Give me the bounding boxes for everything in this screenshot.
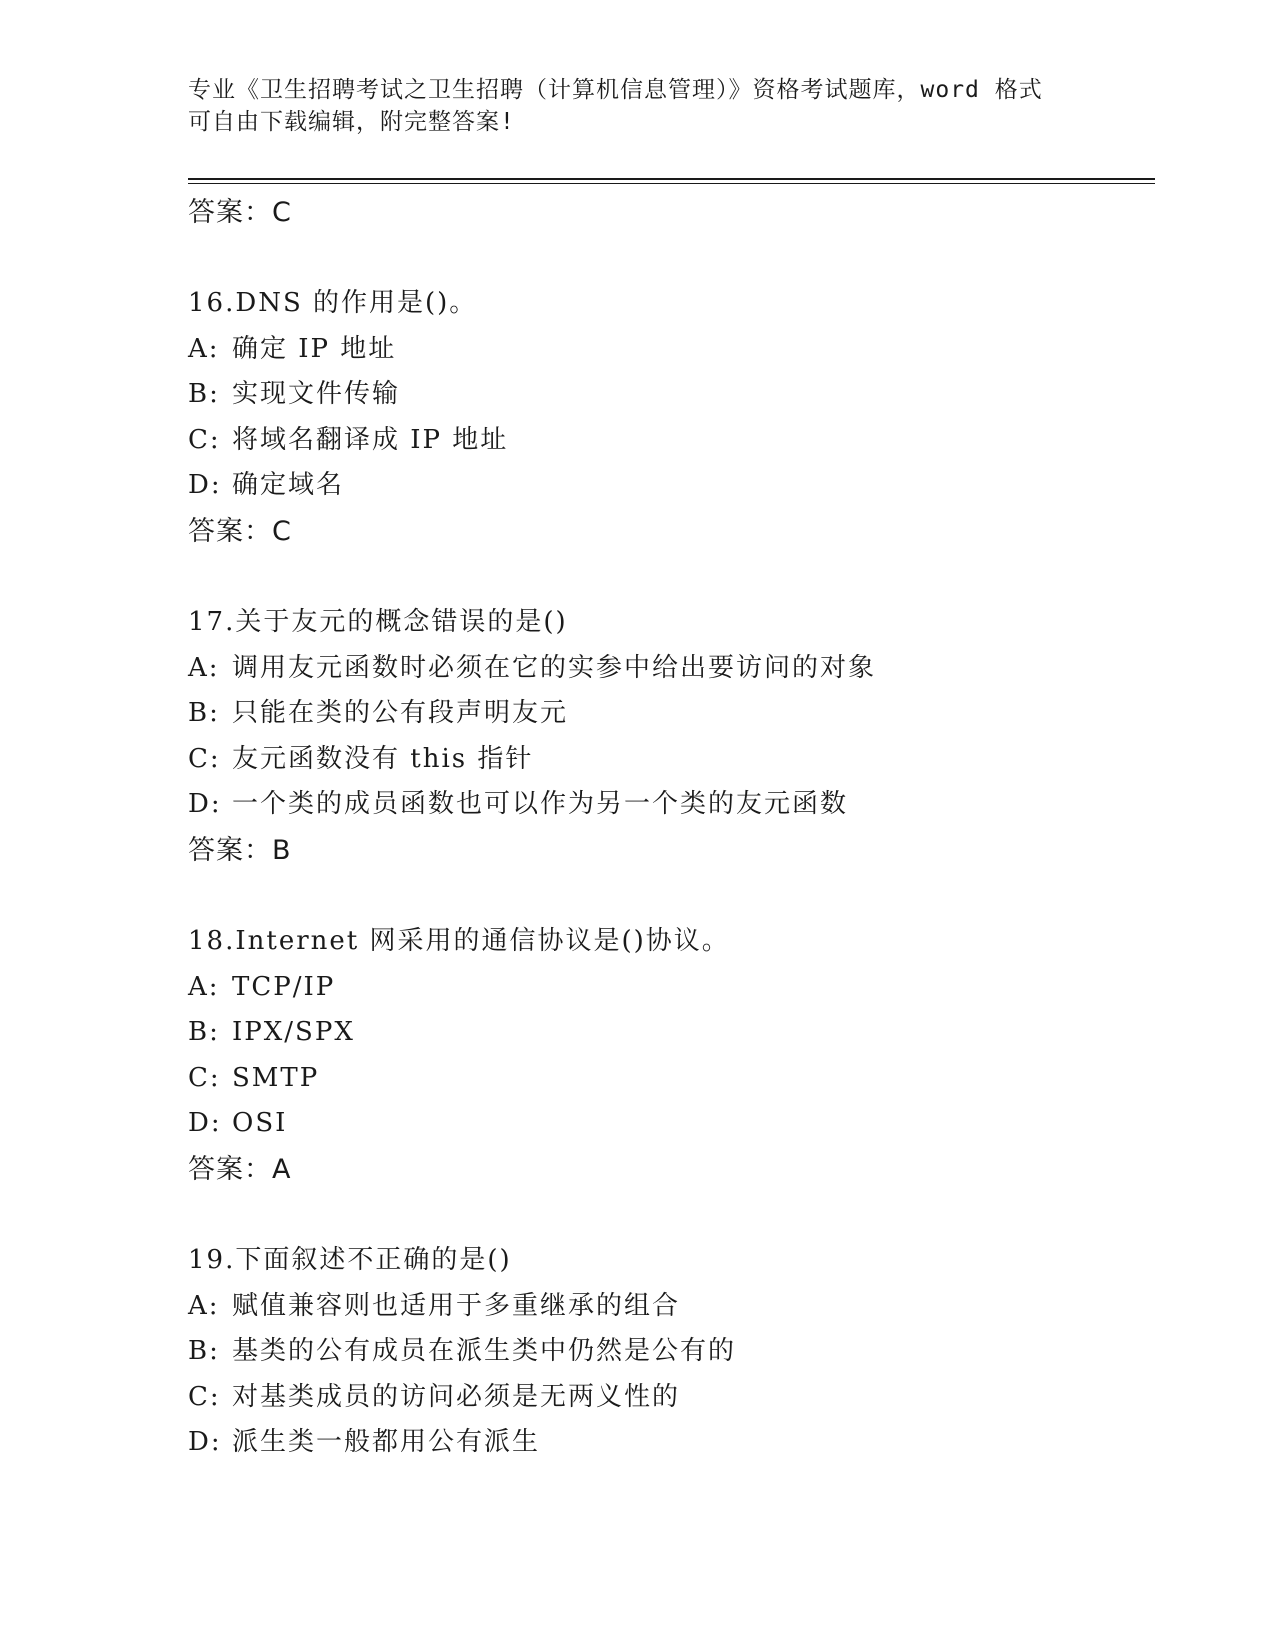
option-text: TCP/IP [232, 971, 336, 1002]
option-letter: C: [188, 1381, 221, 1412]
option-text: 调用友元函数时必须在它的实参中给出要访问的对象 [232, 652, 877, 683]
question-block [188, 281, 1155, 554]
option-a [188, 1284, 1155, 1330]
answer-line: 答案：B [188, 834, 292, 866]
option-d [188, 463, 1155, 509]
option-c [188, 1375, 1155, 1421]
option-a [188, 965, 1155, 1011]
option-a [188, 327, 1155, 373]
question-block [188, 1238, 1155, 1466]
option-text: SMTP [232, 1062, 320, 1093]
option-b [188, 691, 1155, 737]
question-title: 17.关于友元的概念错误的是() [188, 606, 568, 637]
option-letter: A: [188, 652, 220, 683]
option-text: 确定域名 [232, 470, 345, 501]
option-b [188, 1329, 1155, 1375]
answer-line: 答案：C [188, 515, 292, 547]
option-letter: C: [188, 743, 221, 774]
option-text: 实现文件传输 [232, 379, 401, 410]
question-block [188, 919, 1155, 1192]
option-d [188, 782, 1155, 828]
option-letter: B: [188, 1017, 220, 1048]
option-letter: A: [188, 1290, 220, 1321]
option-text: 确定 IP 地址 [232, 333, 397, 364]
header-divider-thick [188, 178, 1155, 180]
option-letter: D: [188, 789, 222, 820]
option-c [188, 737, 1155, 783]
question-list [188, 190, 1155, 1466]
option-letter: A: [188, 333, 220, 364]
question-block [188, 600, 1155, 873]
option-text: 对基类成员的访问必须是无两义性的 [232, 1381, 681, 1412]
option-d [188, 1101, 1155, 1147]
question-title: 16.DNS 的作用是()。 [188, 288, 478, 318]
option-letter: C: [188, 1062, 221, 1093]
option-text: 只能在类的公有段声明友元 [232, 698, 569, 729]
option-text: 友元函数没有 this 指针 [232, 743, 534, 774]
option-a [188, 646, 1155, 692]
question-title: 18.Internet 网采用的通信协议是()协议。 [188, 925, 730, 956]
option-letter: B: [188, 698, 220, 729]
answer-line: 答案：C [188, 197, 292, 228]
answer-line: 答案：A [188, 1153, 292, 1185]
option-d [188, 1420, 1155, 1466]
option-c [188, 1056, 1155, 1102]
option-letter: D: [188, 470, 222, 501]
option-text: 一个类的成员函数也可以作为另一个类的友元函数 [232, 789, 849, 820]
option-c [188, 418, 1155, 464]
option-b [188, 1010, 1155, 1056]
document-header [188, 74, 1088, 138]
option-text: OSI [232, 1108, 288, 1139]
option-letter: D: [188, 1108, 222, 1139]
option-letter: B: [188, 379, 220, 410]
option-letter: D: [188, 1427, 222, 1458]
question-title: 19.下面叙述不正确的是() [188, 1244, 512, 1275]
header-divider-thin [188, 183, 1155, 184]
option-letter: A: [188, 971, 220, 1002]
option-text: 将域名翻译成 IP 地址 [232, 424, 509, 455]
option-letter: C: [188, 424, 221, 455]
option-letter: B: [188, 1336, 220, 1367]
header-line-1: 专业《卫生招聘考试之卫生招聘（计算机信息管理）》资格考试题库，word 格式 [188, 77, 1043, 103]
option-text: 赋值兼容则也适用于多重继承的组合 [232, 1290, 681, 1321]
option-b [188, 372, 1155, 418]
option-text: IPX/SPX [232, 1017, 355, 1048]
option-text: 基类的公有成员在派生类中仍然是公有的 [232, 1336, 737, 1367]
header-line-2: 可自由下载编辑，附完整答案! [188, 109, 515, 135]
option-text: 派生类一般都用公有派生 [232, 1427, 541, 1458]
